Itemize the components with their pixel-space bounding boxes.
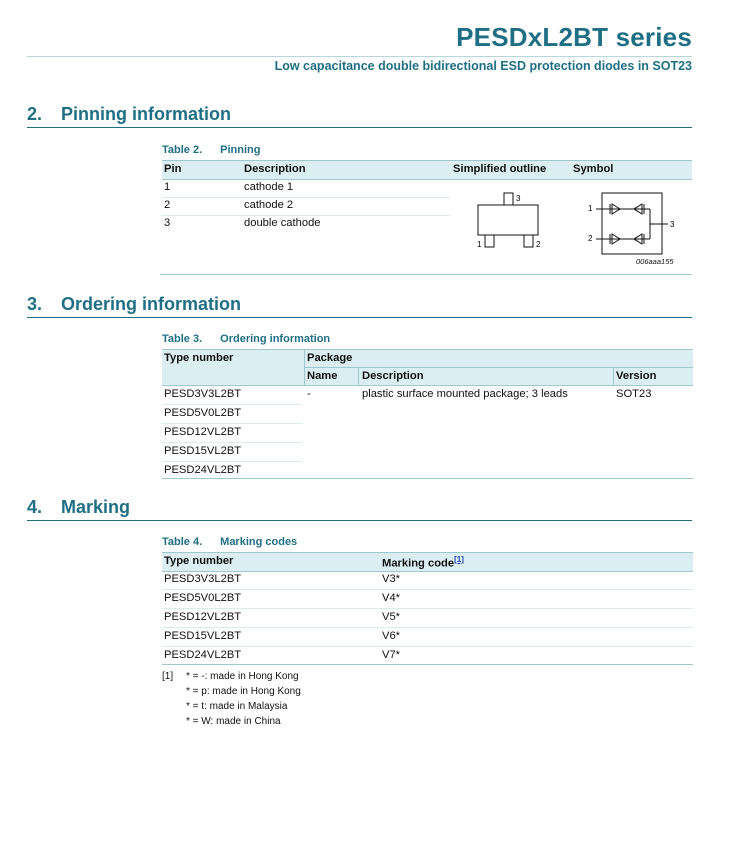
type-number-cell: PESD12VL2BT xyxy=(164,426,242,438)
symbol-pin-label: 1 xyxy=(588,204,593,213)
pin-cell: 3 xyxy=(164,217,171,229)
marking-code-cell: V4* xyxy=(382,592,401,604)
table-row xyxy=(162,647,693,665)
marking-code-cell: V7* xyxy=(382,649,401,661)
section-title: Marking xyxy=(61,497,131,517)
pin-cell: 1 xyxy=(164,181,171,193)
table-row xyxy=(162,215,450,233)
table-label: Table 3. xyxy=(162,333,203,345)
column-header: Type number xyxy=(164,555,234,567)
table-caption xyxy=(162,333,330,345)
column-header: Pin xyxy=(164,163,182,175)
column-header: Version xyxy=(616,370,657,382)
table-title: Ordering information xyxy=(220,333,331,345)
figure-code: 006aaa155 xyxy=(636,257,674,266)
title-divider xyxy=(27,56,692,57)
outline-pin-label: 1 xyxy=(477,240,482,249)
table-header-row xyxy=(162,552,693,572)
table-label: Table 4. xyxy=(162,536,203,548)
column-header: Name xyxy=(307,370,338,382)
column-header: Simplified outline xyxy=(453,163,547,175)
table-caption xyxy=(162,144,260,156)
table-bottom-rule xyxy=(162,478,693,479)
section-title: Pinning information xyxy=(61,104,231,124)
section-heading-ordering xyxy=(27,294,692,318)
column-header: Type number xyxy=(164,352,234,364)
description-cell: cathode 1 xyxy=(244,181,294,193)
marking-code-cell: V5* xyxy=(382,611,401,623)
type-number-cell: PESD15VL2BT xyxy=(164,630,242,642)
table-title: Marking codes xyxy=(220,536,298,548)
table-row xyxy=(162,609,693,628)
footnote-reference-link[interactable]: [1] xyxy=(454,555,464,564)
marking-code-cell: V6* xyxy=(382,630,401,642)
package-version-cell: SOT23 xyxy=(616,388,652,400)
type-number-cell: PESD12VL2BT xyxy=(164,611,242,623)
type-number-cell: PESD5V0L2BT xyxy=(164,407,242,419)
footnote-line: * = p: made in Hong Kong xyxy=(186,686,301,697)
marking-table xyxy=(162,552,693,664)
type-number-cell: PESD3V3L2BT xyxy=(164,388,242,400)
footnote-line: * = -: made in Hong Kong xyxy=(186,671,299,682)
footnote xyxy=(162,669,301,729)
table-row xyxy=(162,571,693,590)
symbol-pin-label: 3 xyxy=(670,220,675,229)
table-row xyxy=(162,590,693,609)
type-number-cell: PESD3V3L2BT xyxy=(164,573,242,585)
section-number: 4. xyxy=(27,497,43,517)
section-title: Ordering information xyxy=(61,294,241,314)
footnote-label: [1] xyxy=(162,671,174,682)
table-row xyxy=(162,386,302,405)
document-subtitle: Low capacitance double bidirectional ESD protection diodes in SOT23 xyxy=(274,59,692,73)
type-number-cell: PESD5V0L2BT xyxy=(164,592,242,604)
column-header: Description xyxy=(362,370,424,382)
table-caption xyxy=(162,536,297,548)
table-row xyxy=(162,405,302,424)
section-number: 3. xyxy=(27,294,43,314)
table-row xyxy=(162,424,302,443)
type-number-cell: PESD24VL2BT xyxy=(164,649,242,661)
description-cell: double cathode xyxy=(244,217,321,229)
table-row xyxy=(162,443,302,462)
table-row xyxy=(162,197,450,216)
footnote-line: * = W: made in China xyxy=(186,716,281,727)
ordering-table xyxy=(162,349,693,479)
column-header: Description xyxy=(244,163,306,175)
marking-code-cell: V3* xyxy=(382,573,401,585)
table-header-row xyxy=(162,160,692,180)
table-title: Pinning xyxy=(220,144,261,156)
package-name-cell: - xyxy=(307,388,311,400)
table-row xyxy=(162,179,450,198)
package-description-cell: plastic surface mounted package; 3 leads xyxy=(362,388,568,400)
type-number-cell: PESD15VL2BT xyxy=(164,445,242,457)
section-heading-pinning xyxy=(27,104,692,128)
column-header: Symbol xyxy=(573,163,614,175)
diode-symbol-diagram xyxy=(584,190,684,258)
pin-cell: 2 xyxy=(164,199,171,211)
table-bottom-rule xyxy=(160,274,692,275)
sot23-outline-diagram xyxy=(468,190,558,252)
outline-pin-label: 3 xyxy=(516,194,521,203)
section-number: 2. xyxy=(27,104,43,124)
section-heading-marking xyxy=(27,497,692,521)
table-row xyxy=(162,462,302,479)
table-row xyxy=(162,628,693,647)
column-header: Marking code[1] xyxy=(382,555,464,570)
document-title: PESDxL2BT series xyxy=(456,22,692,52)
outline-pin-label: 2 xyxy=(536,240,541,249)
type-number-cell: PESD24VL2BT xyxy=(164,464,242,476)
description-cell: cathode 2 xyxy=(244,199,294,211)
footnote-line: * = t: made in Malaysia xyxy=(186,701,288,712)
table-label: Table 2. xyxy=(162,144,203,156)
symbol-pin-label: 2 xyxy=(588,234,593,243)
column-header: Package xyxy=(307,352,353,364)
